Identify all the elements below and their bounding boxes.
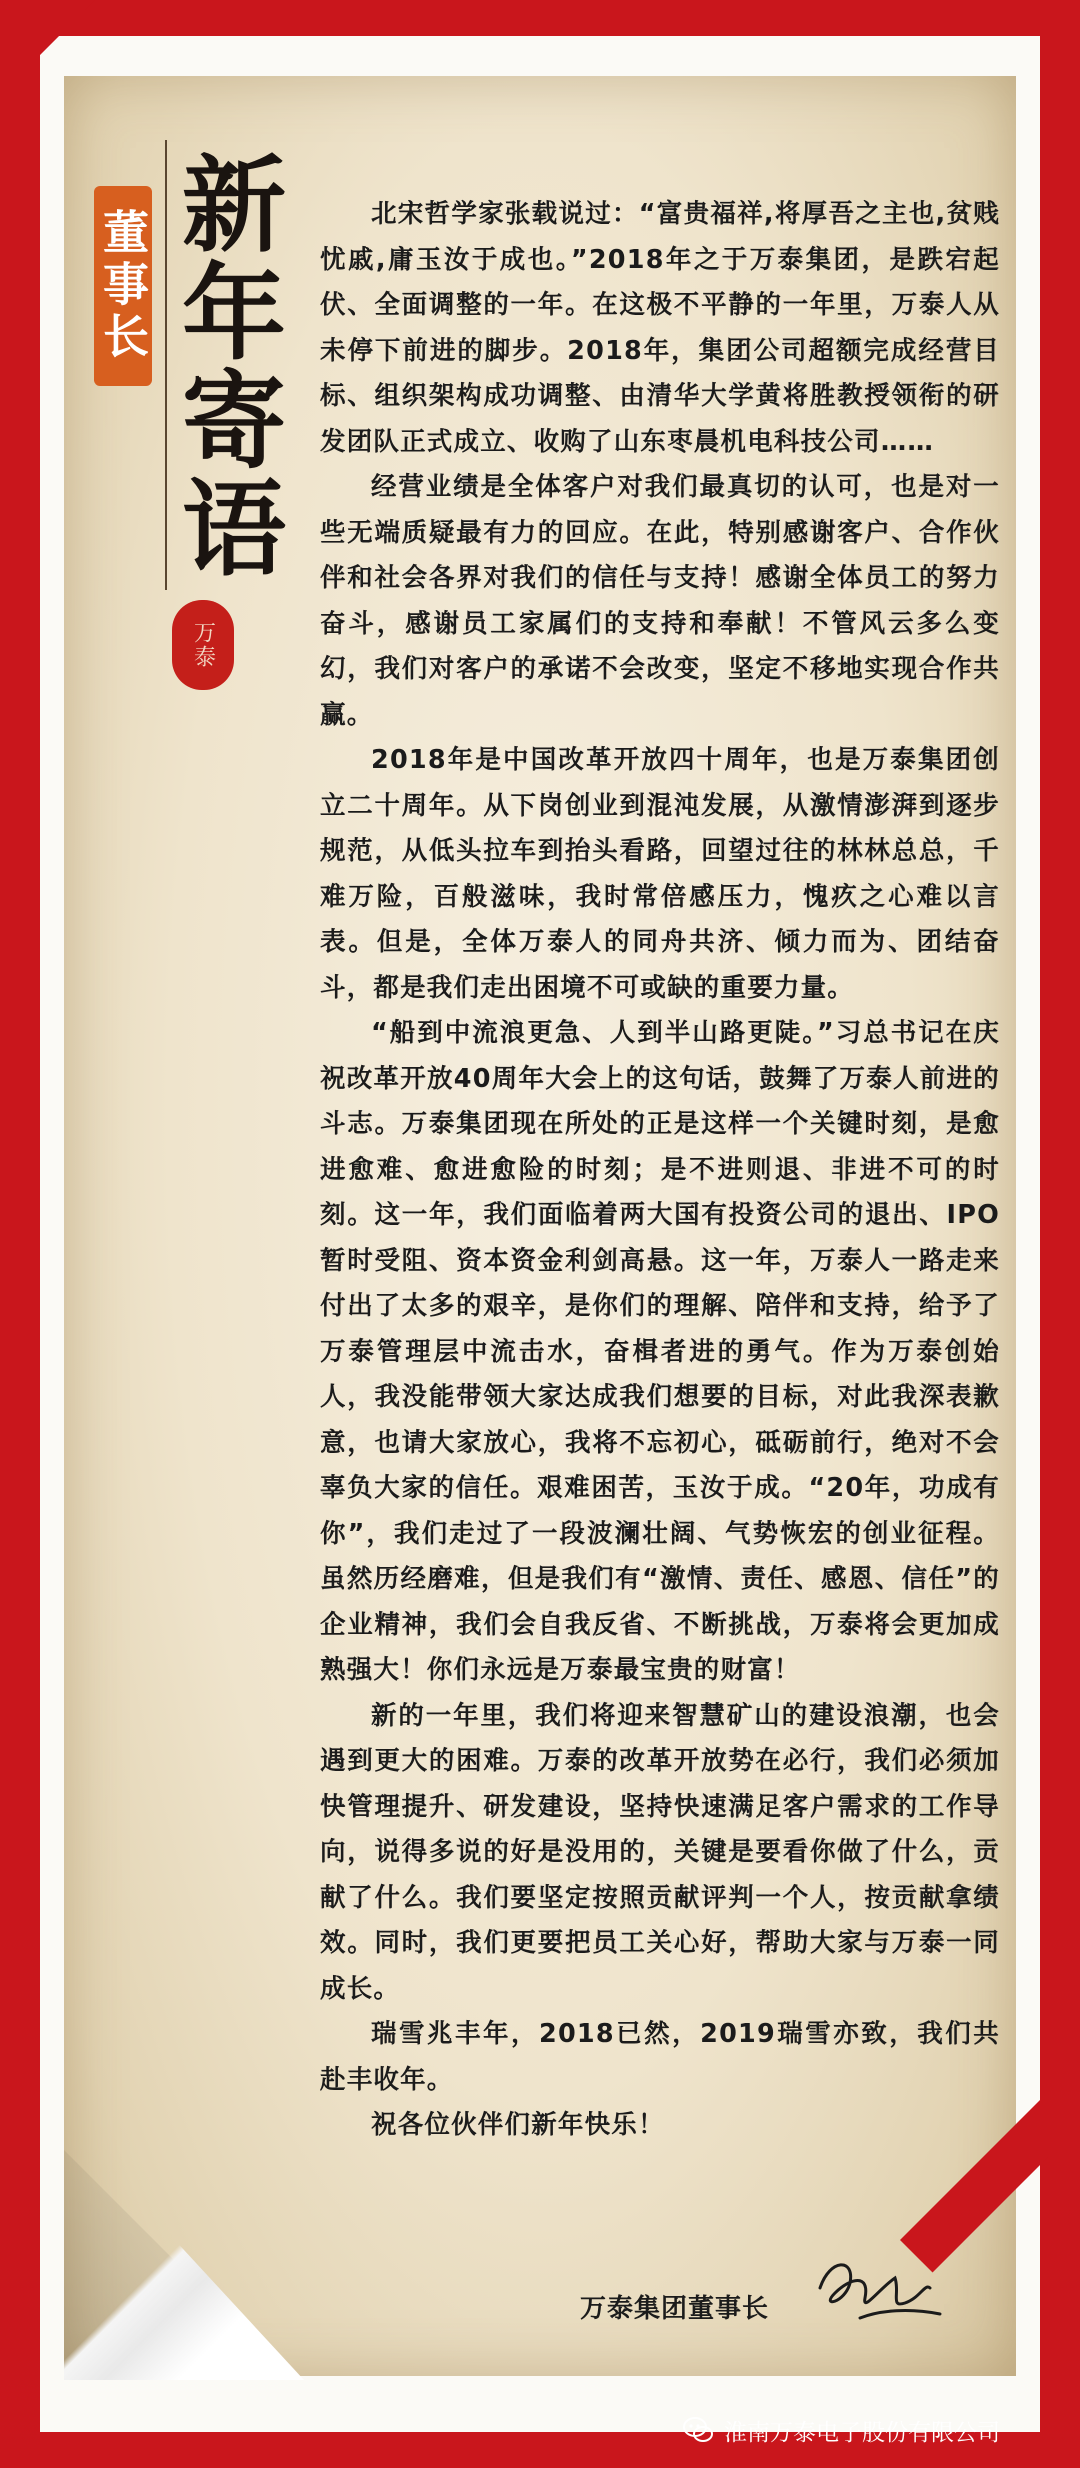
wechat-icon (682, 2414, 714, 2446)
paragraph-5: 新的一年里，我们将迎来智慧矿山的建设浪潮，也会遇到更大的困难。万泰的改革开放势在必行，我们必须加快管理提升、研发建设，坚持快速满足客户需求的工作导向，说得多说的好是没用的，关键是要看你做了什么，贡献了什么。我们要坚定按照贡献评判一个人，按贡献拿绩效。同时，我们更要把员工关心好，帮助大家与万泰一同成长。 (320, 1700, 1000, 2004)
chairman-badge (94, 186, 152, 386)
page-title: 新年寄语 (164, 150, 287, 582)
paragraph-4: “船到中流浪更急、人到半山路更陡。”习总书记在庆祝改革开放40周年大会上的这句话，鼓舞了万泰人前进的斗志。万泰集团现在所处的正是这样一个关键时刻，是愈进愈难、愈进愈险的时刻；是不进则退、非进不可的时刻。这一年，我们面临着两大国有投资公司的退出、IPO暂时受阻、资本资金利剑高悬。这一年，万泰人一路走来付出了太多的艰辛，是你们的理解、陪伴和支持，给予了万泰管理层中流击水，奋楫者进的勇气。作为万泰创始人，我没能带领大家达成我们想要的目标，对此我深表歉意，也请大家放心，我将不忘初心，砥砺前行，绝对不会辜负大家的信任。艰难困苦，玉汝于成。“20年，功成有你”，我们走过了一段波澜壮阔、气势恢宏的创业征程。虽然历经磨难，但是我们有“激情、责任、感恩、信任”的企业精神，我们会自我反省、不断挑战，万泰将会更加成熟强大！你们永远是万泰最宝贵的财富！ (320, 1018, 1000, 1685)
watermark-text: 淮南万泰电子股份有限公司 (724, 2419, 1000, 2446)
letter-body (320, 192, 1000, 2149)
handwritten-signature (800, 2248, 950, 2338)
paragraph-7: 祝各位伙伴们新年快乐！ (371, 2110, 665, 2140)
paragraph-1: 北宋哲学家张载说过：“富贵福祥,将厚吾之主也,贫贱忧戚,庸玉汝于成也。”2018年之于万泰集团，是跌宕起伏、全面调整的一年。在这极不平静的一年里，万泰人从未停下前进的脚步。2018年，集团公司超额完成经营目标、组织架构成功调整、由清华大学黄将胜教授领衔的研发团队正式成立、收购了山东枣晨机电科技公司…… (320, 199, 1000, 457)
paragraph-6: 瑞雪兆丰年，2018已然，2019瑞雪亦致，我们共赴丰收年。 (320, 2019, 1000, 2095)
watermark (682, 2410, 1062, 2450)
signature-label: 万泰集团董事长 (580, 2294, 770, 2324)
paragraph-2: 经营业绩是全体客户对我们最真切的认可，也是对一些无端质疑最有力的回应。在此，特别感谢客户、合作伙伴和社会各界对我们的信任与支持！感谢全体员工的努力奋斗，感谢员工家属们的支持和奉献！不管风云多么变幻，我们对客户的承诺不会改变，坚定不移地实现合作共赢。 (320, 472, 1000, 730)
paragraph-3: 2018年是中国改革开放四十周年，也是万泰集团创立二十周年。从下岗创业到混沌发展，从激情澎湃到逐步规范，从低头拉车到抬头看路，回望过往的林林总总，千难万险，百般滋味，我时常倍感压力，愧疚之心难以言表。但是，全体万泰人的同舟共济、倾力而为、团结奋斗，都是我们走出困境不可或缺的重要力量。 (320, 745, 1000, 1003)
red-seal-stamp (172, 600, 234, 690)
chairman-badge-text: 董事长 (96, 208, 150, 364)
seal-text: 万泰 (190, 621, 216, 669)
